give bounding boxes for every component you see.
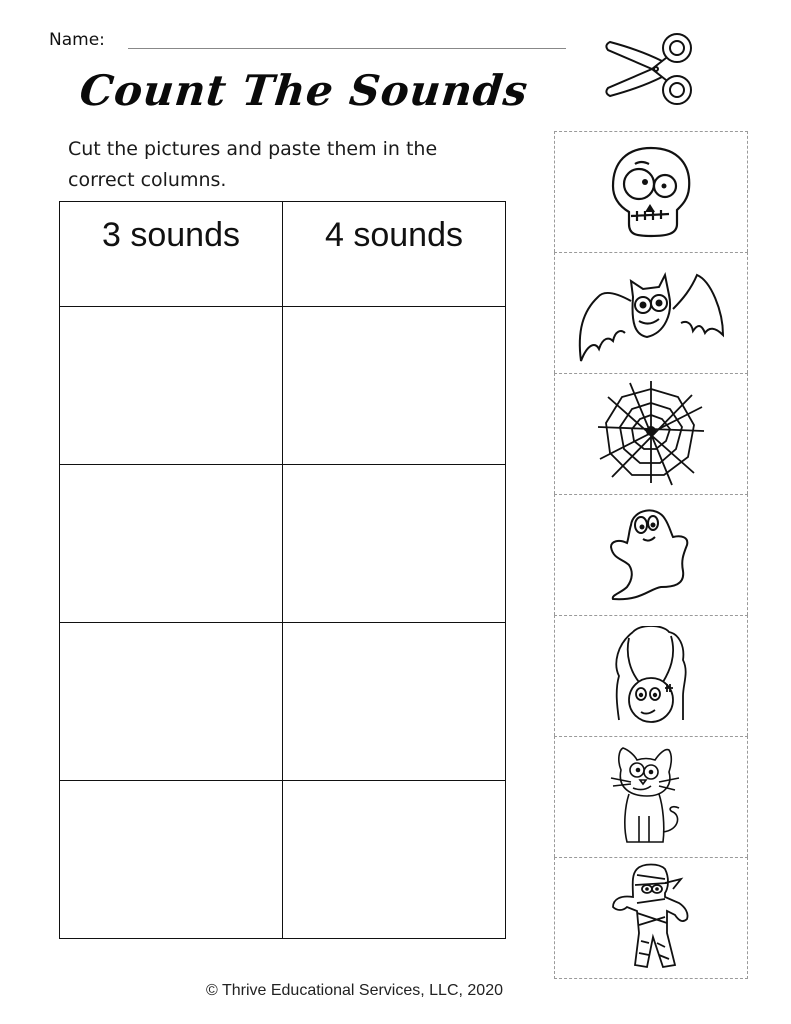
column-header-3-sounds: 3 sounds (60, 202, 283, 307)
cutout-card-mummy[interactable] (554, 857, 748, 979)
name-field-line[interactable] (128, 48, 566, 49)
table-row (60, 781, 506, 939)
instructions: Cut the pictures and paste them in the correct columns. (68, 138, 438, 191)
spider-web-icon (596, 379, 706, 489)
paste-cell[interactable] (60, 307, 283, 465)
cutout-card-spider-web[interactable] (554, 373, 748, 494)
paste-cell[interactable] (283, 623, 506, 781)
paste-cell[interactable] (60, 465, 283, 623)
paste-cell[interactable] (60, 623, 283, 781)
cutout-card-bat[interactable] (554, 252, 748, 373)
scissors-icon (600, 28, 700, 108)
cutout-strip (554, 131, 748, 979)
copyright-text: © Thrive Educational Services, LLC, 2020 (206, 982, 503, 999)
skull-icon (609, 144, 693, 240)
cutout-card-ghost[interactable] (554, 494, 748, 615)
paste-cell[interactable] (283, 307, 506, 465)
paste-cell[interactable] (60, 781, 283, 939)
page-title: Count The Sounds (77, 66, 531, 115)
table-row (60, 623, 506, 781)
sorting-table (59, 201, 506, 939)
name-label: Name: (49, 30, 105, 50)
bride-of-frankenstein-icon (613, 626, 689, 726)
paste-cell[interactable] (283, 465, 506, 623)
cutout-card-cat[interactable] (554, 736, 748, 857)
cutout-card-skull[interactable] (554, 131, 748, 252)
table-row (60, 307, 506, 465)
table-row (60, 465, 506, 623)
ghost-icon (609, 505, 693, 605)
cat-icon (609, 746, 693, 848)
bat-icon (573, 261, 729, 365)
column-header-4-sounds: 4 sounds (283, 202, 506, 307)
paste-cell[interactable] (283, 781, 506, 939)
mummy-icon (609, 863, 693, 973)
table-header-row (60, 202, 506, 307)
cutout-card-bride[interactable] (554, 615, 748, 736)
